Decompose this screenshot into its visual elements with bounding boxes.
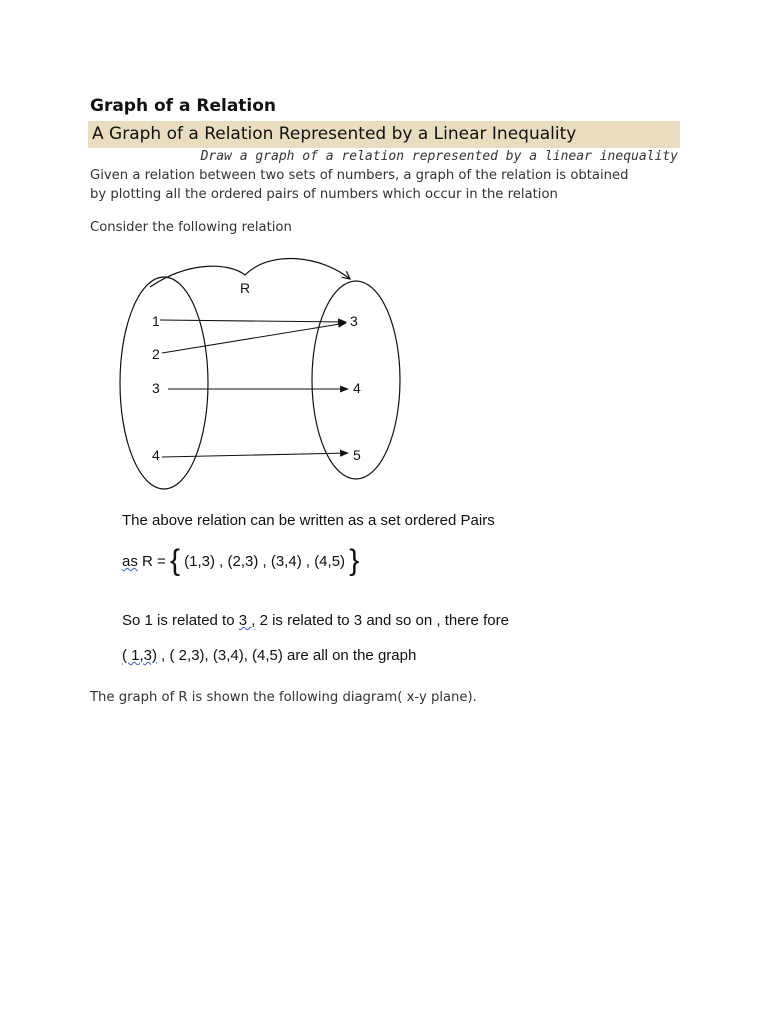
codomain-element: 5 (353, 447, 361, 463)
related-sentence-2 (122, 647, 416, 664)
brace-close: } (349, 544, 360, 577)
brace-open: { (169, 544, 180, 577)
page-title: Graph of a Relation (90, 96, 277, 116)
relation-label: R (240, 280, 251, 296)
codomain-element: 4 (353, 380, 361, 396)
related-text-part: 3 , (238, 612, 256, 629)
intro-line-1: Given a relation between two sets of numbers, a graph of the relation is obtained (90, 168, 629, 183)
pairs-list: (1,3) , (2,3) , (3,4) , (4,5) (184, 553, 346, 570)
domain-element: 1 (152, 313, 160, 329)
relation-mapping-diagram (110, 255, 420, 495)
related-text-part: 2 is related to 3 and so on , there fore (255, 612, 509, 629)
consider-text: Consider the following relation (90, 220, 292, 235)
as-word: as (122, 553, 138, 570)
mapping-arrow-4-5 (162, 453, 348, 457)
objective-text: Draw a graph of a relation represented by a linear inequality (200, 149, 678, 164)
codomain-element: 3 (350, 313, 358, 329)
related-text-part: So 1 is related to (122, 612, 239, 629)
intro-paragraph (90, 166, 690, 204)
mapping-arrow-1-3 (160, 320, 346, 322)
domain-element: 3 (152, 380, 160, 396)
ordered-pairs-set (122, 546, 359, 576)
intro-line-2: by plotting all the ordered pairs of numbers which occur in the relation (90, 187, 558, 202)
related-text-part: ( 1,3) (122, 647, 158, 664)
graph-intro-text: The graph of R is shown the following diagram( x-y plane). (90, 690, 477, 705)
mapping-arrow-2-3 (162, 323, 346, 353)
domain-element: 4 (152, 447, 160, 463)
domain-element: 2 (152, 346, 160, 362)
ordered-pairs-intro: The above relation can be written as a set ordered Pairs (122, 512, 495, 529)
section-heading: A Graph of a Relation Represented by a Linear Inequality (92, 124, 577, 144)
related-text-part: , ( 2,3), (3,4), (4,5) are all on the graph (157, 647, 417, 664)
r-equals: R = (137, 553, 166, 570)
related-sentence-1 (122, 612, 509, 629)
